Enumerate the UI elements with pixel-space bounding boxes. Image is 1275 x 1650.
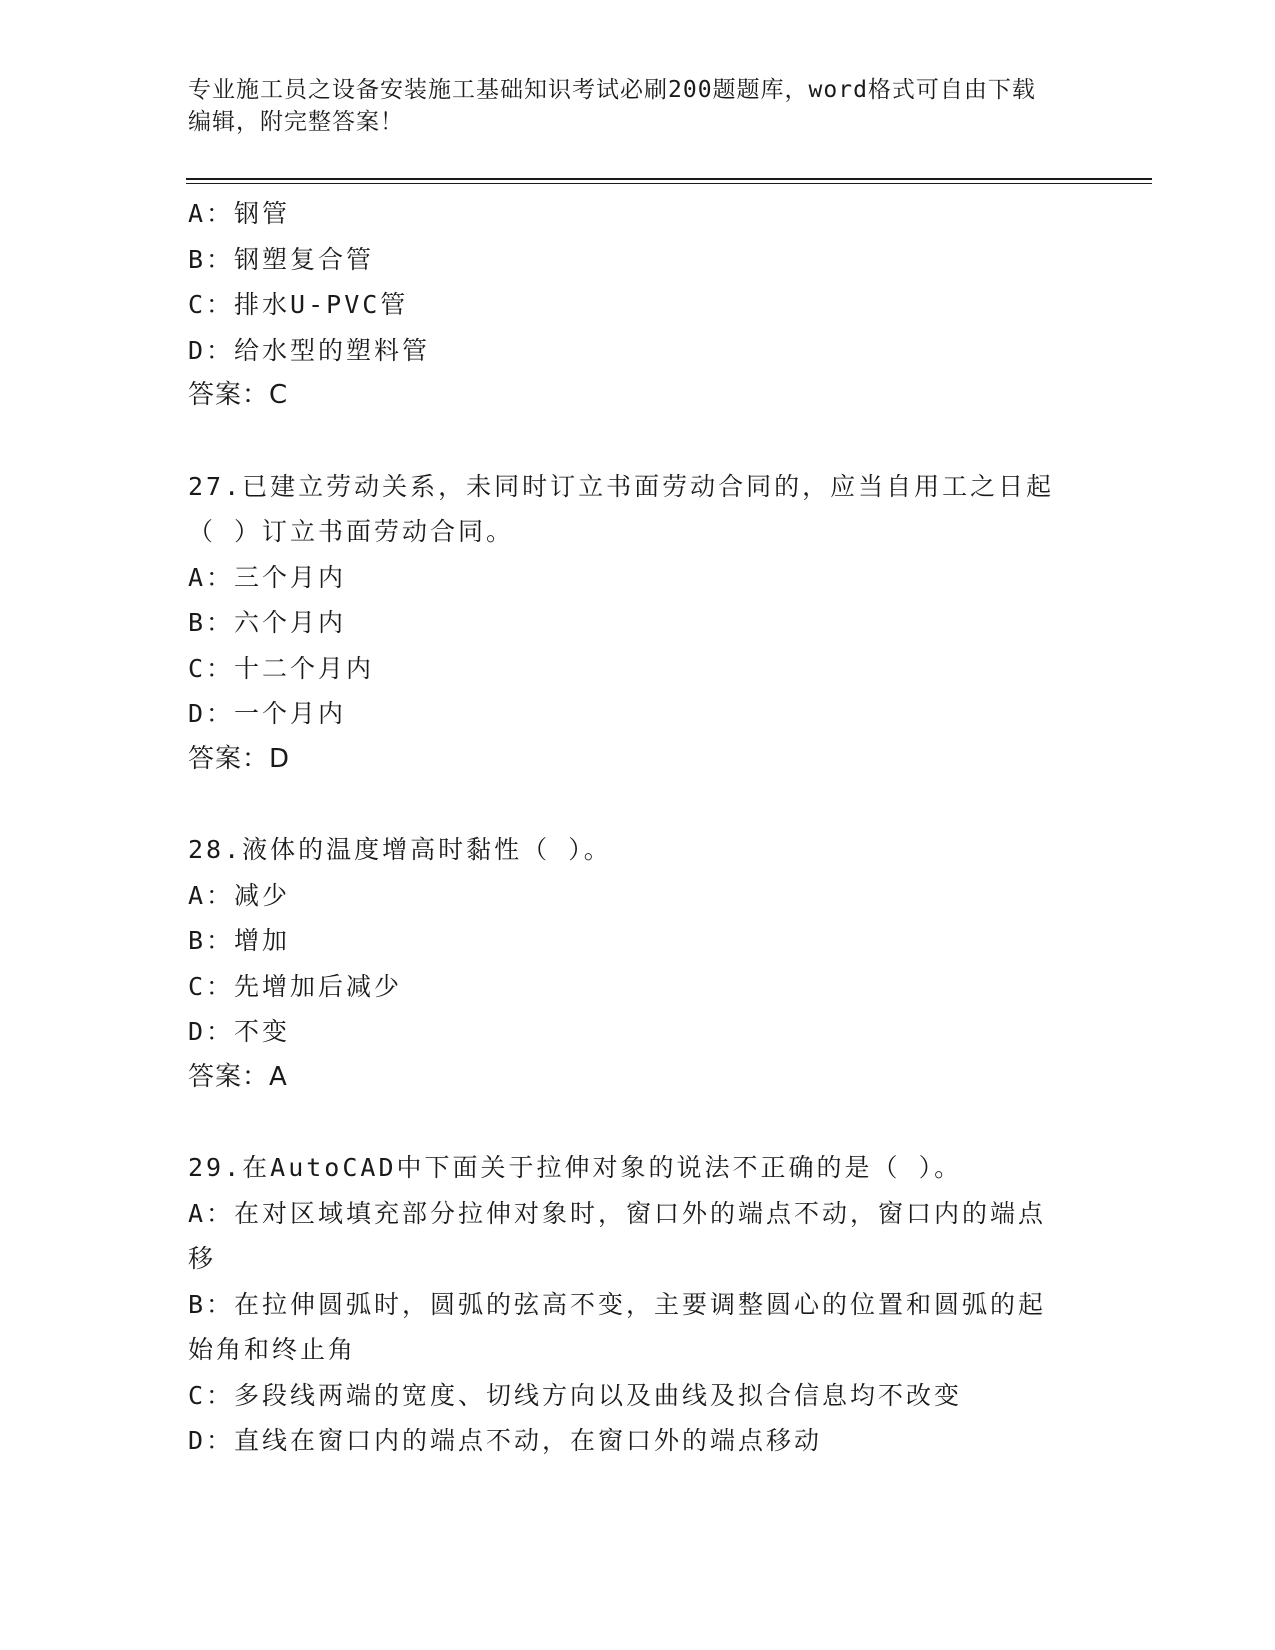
spacer [188,1100,1088,1145]
option-d: D：不变 [188,1017,291,1046]
question-text: 29.在AutoCAD中下面关于拉伸对象的说法不正确的是（ ）。 [188,1153,963,1182]
option-a: A：三个月内 [188,562,347,592]
spacer [188,419,1088,464]
option-a: A：钢管 [188,199,291,228]
question-26 [188,191,1088,419]
option-a: A：减少 [188,880,291,910]
option-b: B：增加 [188,926,291,955]
header-divider-thin [186,183,1152,184]
option-a-line-2: 移 [188,1244,217,1273]
option-d: D：直线在窗口内的端点不动，在窗口外的端点移动 [188,1426,823,1455]
question-list [188,191,1088,1464]
question-29 [188,1145,1088,1464]
option-c: C：排水U-PVC管 [188,290,409,319]
option-c: C：先增加后减少 [188,971,403,1001]
question-text: 28.液体的温度增高时黏性（ ）。 [188,835,612,864]
header-title-line-2: 编辑，附完整答案！ [188,109,404,135]
answer: 答案：C [188,380,289,410]
question-28 [188,827,1088,1100]
spacer [188,782,1088,827]
document-header [188,74,1088,138]
option-b-line-2: 始角和终止角 [188,1335,357,1364]
option-c: C：十二个月内 [188,653,375,683]
option-b: B：钢塑复合管 [188,244,375,274]
option-d: D：给水型的塑料管 [188,335,431,365]
option-c: C：多段线两端的宽度、切线方向以及曲线及拟合信息均不改变 [188,1380,963,1410]
header-divider-thick [186,178,1152,180]
question-27 [188,464,1088,783]
answer: 答案：A [188,1061,288,1092]
header-title-line-1: 专业施工员之设备安装施工基础知识考试必刷200题题库，word格式可自由下载 [188,77,1036,103]
question-text-line-1: 27.已建立劳动关系，未同时订立书面劳动合同的，应当自用工之日起 [188,471,1055,501]
answer: 答案：D [188,743,291,774]
option-b: B：六个月内 [188,608,347,637]
option-a-line-1: A：在对区域填充部分拉伸对象时，窗口外的端点不动，窗口内的端点 [188,1198,1047,1228]
option-d: D：一个月内 [188,699,347,728]
option-b-line-1: B：在拉伸圆弧时，圆弧的弦高不变，主要调整圆心的位置和圆弧的起 [188,1289,1047,1319]
question-text-line-2: （ ）订立书面劳动合同。 [188,517,515,546]
